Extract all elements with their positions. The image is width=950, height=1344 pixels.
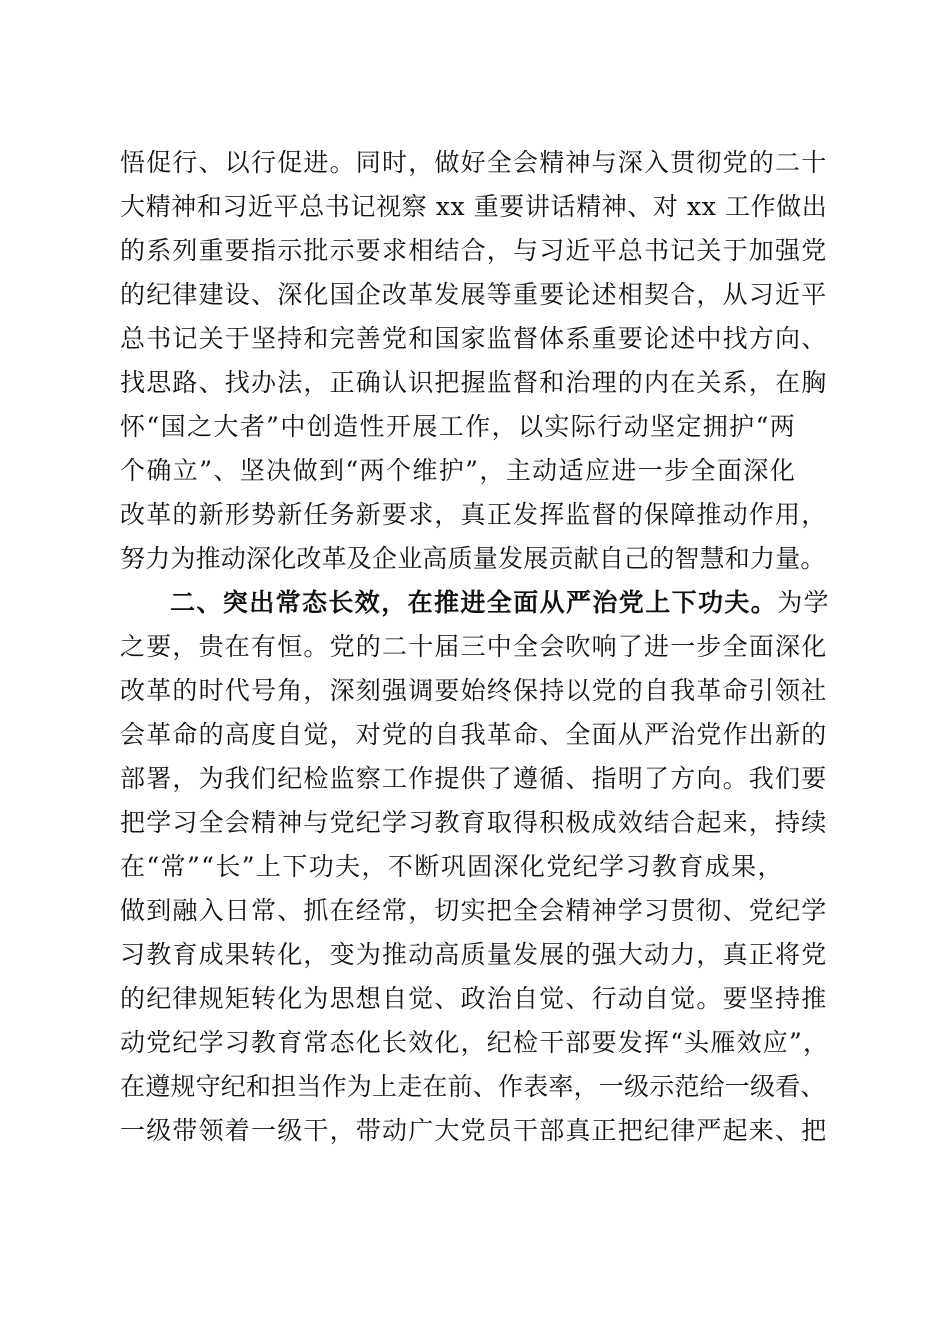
- paragraph-line: 把学习全会精神与党纪学习教育取得积极成效结合起来，持续: [120, 808, 828, 837]
- paragraph-line: 部署，为我们纪检监察工作提供了遵循、指明了方向。我们要: [120, 764, 828, 793]
- paragraph-line: 个确立”、坚决做到“两个维护”，主动适应进一步全面深化: [120, 456, 797, 485]
- paragraph-line: 在“常”“长”上下功夫，不断巩固深化党纪学习教育成果，: [120, 852, 784, 881]
- paragraph-line: 的系列重要指示批示要求相结合，与习近平总书记关于加强党: [120, 236, 828, 265]
- paragraph-line: 改革的时代号角，深刻强调要始终保持以党的自我革命引领社: [120, 676, 828, 705]
- paragraph-line: 改革的新形势新任务新要求，真正发挥监督的保障推动作用，: [120, 500, 828, 529]
- paragraph-line: 大精神和习近平总书记视察 xx 重要讲话精神、对 xx 工作做出: [120, 192, 828, 221]
- paragraph-line: 总书记关于坚持和完善党和国家监督体系重要论述中找方向、: [120, 324, 828, 353]
- paragraph-line: 做到融入日常、抓在经常，切实把全会精神学习贯彻、党纪学: [120, 896, 828, 925]
- paragraph-line: 找思路、找办法，正确认识把握监督和治理的内在关系，在胸: [120, 368, 828, 397]
- paragraph-line: 习教育成果转化，变为推动高质量发展的强大动力，真正将党: [120, 940, 828, 969]
- paragraph-line: 怀“国之大者”中创造性开展工作，以实际行动坚定拥护“两: [120, 412, 797, 441]
- section-heading-line: [170, 588, 830, 618]
- section-heading: 二、突出常态长效，在推进全面从严治党上下功夫。: [170, 588, 778, 617]
- section-heading-tail: 为学: [777, 588, 831, 617]
- paragraph-line: 一级带领着一级干，带动广大党员干部真正把纪律严起来、把: [120, 1116, 828, 1145]
- paragraph-line: 悟促行、以行促进。同时，做好全会精神与深入贯彻党的二十: [120, 148, 828, 177]
- paragraph-line: 会革命的高度自觉，对党的自我革命、全面从严治党作出新的: [120, 720, 828, 749]
- paragraph-line: 努力为推动深化改革及企业高质量发展贡献自己的智慧和力量。: [120, 544, 826, 573]
- paragraph-line: 在遵规守纪和担当作为上走在前、作表率，一级示范给一级看、: [120, 1072, 826, 1101]
- paragraph-line: 之要，贵在有恒。党的二十届三中全会吹响了进一步全面深化: [120, 632, 828, 661]
- paragraph-line: 的纪律规矩转化为思想自觉、政治自觉、行动自觉。要坚持推: [120, 984, 828, 1013]
- paragraph-line: 动党纪学习教育常态化长效化，纪检干部要发挥“头雁效应”，: [120, 1028, 830, 1057]
- paragraph-line: 的纪律建设、深化国企改革发展等重要论述相契合，从习近平: [120, 280, 828, 309]
